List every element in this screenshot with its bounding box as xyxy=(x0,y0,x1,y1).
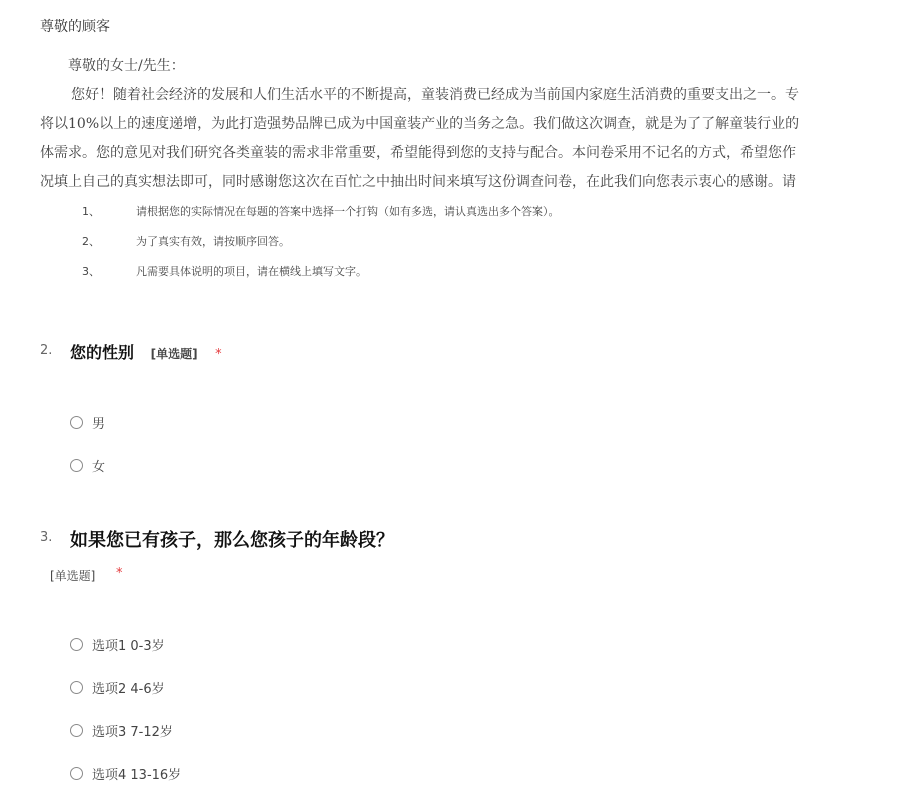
radio-button[interactable] xyxy=(70,459,83,472)
question-number: 2. xyxy=(40,343,53,358)
option-age-7-12[interactable] xyxy=(70,720,173,740)
intro-paragraph-line: 况填上自己的真实想法即可，同时感谢您这次在百忙之中抽出时间来填写这份调查问卷，在此我们向您表示衷心的感谢。请 xyxy=(40,174,796,190)
instruction-item xyxy=(82,230,560,260)
intro-salutation: 尊敬的女士/先生： xyxy=(68,58,185,74)
question-number: 3. xyxy=(40,530,53,545)
question-title-text: 您的性别 xyxy=(70,343,135,362)
option-label: 选项1 0-3岁 xyxy=(92,638,165,654)
instruction-text: 为了真实有效，请按顺序回答。 xyxy=(136,235,290,248)
option-age-13-16[interactable] xyxy=(70,763,181,783)
option-label: 男 xyxy=(92,416,106,432)
radio-button[interactable] xyxy=(70,767,83,780)
option-female[interactable] xyxy=(70,455,105,475)
radio-button[interactable] xyxy=(70,724,83,737)
radio-button[interactable] xyxy=(70,638,83,651)
option-age-0-3[interactable] xyxy=(70,634,165,654)
required-mark: * xyxy=(215,347,222,362)
instruction-number: 2、 xyxy=(82,235,100,248)
option-label: 选项4 13-16岁 xyxy=(92,767,182,783)
required-mark: * xyxy=(116,566,123,581)
option-label: 女 xyxy=(92,459,106,475)
instructions-list xyxy=(82,200,560,290)
question-title xyxy=(70,340,222,363)
instruction-text: 请根据您的实际情况在每题的答案中选择一个打钩（如有多选，请认真选出多个答案）。 xyxy=(136,205,560,218)
option-male[interactable] xyxy=(70,412,105,432)
option-label: 选项3 7-12岁 xyxy=(92,724,173,740)
intro-paragraph-line: 将以10%以上的速度递增，为此打造强势品牌已成为中国童装产业的当务之急。我们做这次调查，就是为了了解童装行业的 xyxy=(40,116,800,132)
instruction-item xyxy=(82,260,560,290)
instruction-text: 凡需要具体说明的项目，请在横线上填写文字。 xyxy=(136,265,367,278)
intro-title: 尊敬的顾客 xyxy=(40,19,110,35)
instruction-number: 1、 xyxy=(82,205,100,218)
intro-paragraph-line: 体需求。您的意见对我们研究各类童装的需求非常重要，希望能得到您的支持与配合。本问卷采用不记名的方式，希望您作 xyxy=(40,145,796,161)
radio-button[interactable] xyxy=(70,681,83,694)
instruction-number: 3、 xyxy=(82,265,100,278)
option-label: 选项2 4-6岁 xyxy=(92,681,165,697)
question-type-label: [单选题] xyxy=(50,569,96,583)
question-title: 如果您已有孩子，那么您孩子的年龄段？ xyxy=(70,530,394,551)
instruction-item xyxy=(82,200,560,230)
radio-button[interactable] xyxy=(70,416,83,429)
question-type-label: [单选题] xyxy=(150,347,198,361)
option-age-4-6[interactable] xyxy=(70,677,165,697)
intro-paragraph-line: 您好！随着社会经济的发展和人们生活水平的不断提高，童装消费已经成为当前国内家庭生活消费的重要支出之一。专 xyxy=(71,87,799,103)
intro-body xyxy=(40,52,900,197)
